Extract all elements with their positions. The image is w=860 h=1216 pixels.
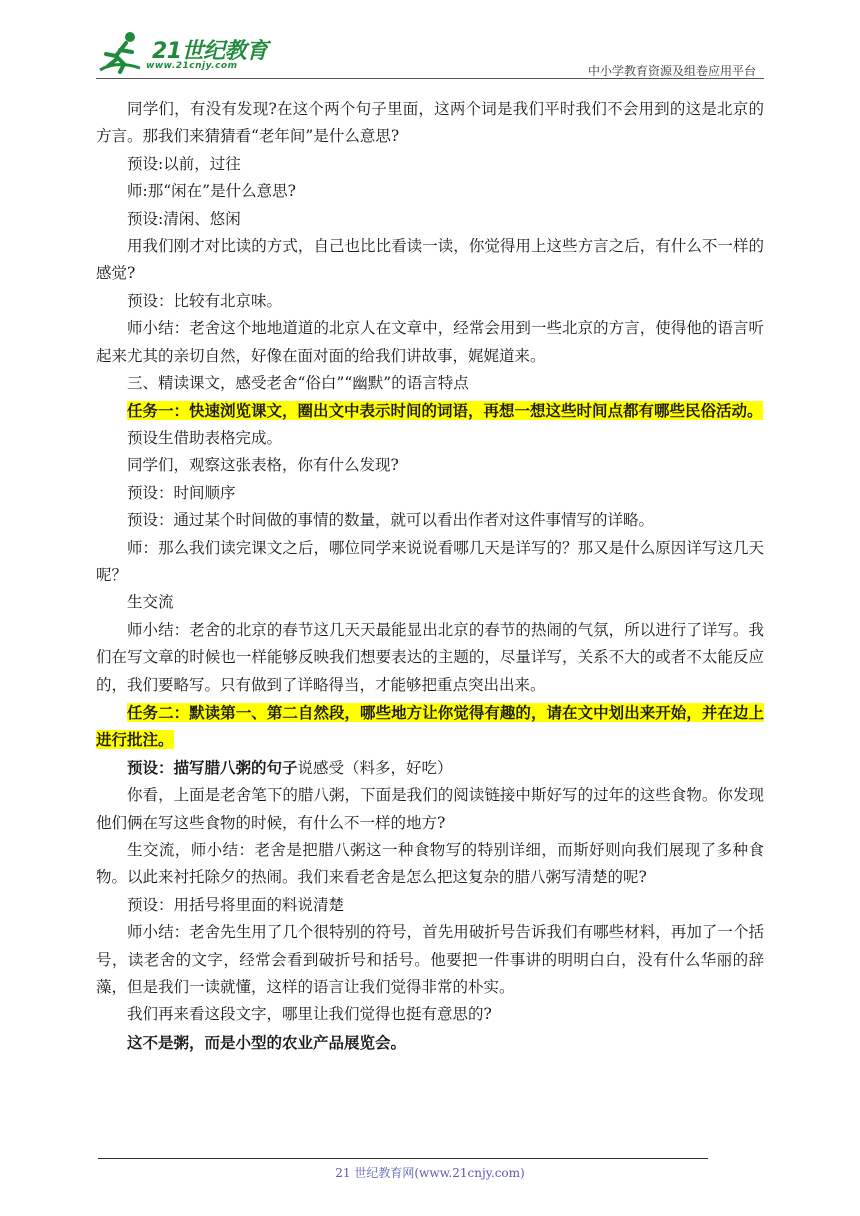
preset-normal-part: 说感受（料多，好吃） xyxy=(297,758,453,777)
paragraph: 师：那么我们读完课文之后，哪位同学来说说看哪几天是详写的？那又是什么原因详写这几天呢？ xyxy=(96,538,764,584)
bold-quote: 这不是粥，而是小型的农业产品展览会。 xyxy=(127,1032,407,1052)
section-heading: 三、精读课文，感受老舍“俗白”“幽默”的语言特点 xyxy=(127,374,469,393)
logo-url: www.21cnjy.com xyxy=(146,61,238,71)
paragraph: 预设:以前，过往 xyxy=(127,154,241,173)
paragraph: 预设:清闲、悠闲 xyxy=(127,209,241,228)
document-body xyxy=(96,96,764,1056)
paragraph: 生交流 xyxy=(127,593,174,612)
task-one xyxy=(96,397,764,424)
paragraph: 预设：通过某个时间做的事情的数量，就可以看出作者对这件事情写的详略。 xyxy=(127,511,655,530)
site-logo[interactable] xyxy=(96,28,286,76)
paragraph: 用我们刚才对比读的方式，自己也比比看读一读，你觉得用上这些方言之后，有什么不一样的感觉? xyxy=(96,237,764,283)
task-two-highlight: 任务二：默读第一、第二自然段，哪些地方让你觉得有趣的，请在文中划出来开始，并在边上进行批注。 xyxy=(96,702,764,750)
paragraph: 师小结：老舍先生用了几个很特别的符号，首先用破折号告诉我们有哪些材料，再加了一个括号，读老舍的文字，经常会看到破折号和括号。他要把一件事讲的明明白白，没有什么华丽的辞藻，但是我们一读就懂，这样的语言让我们觉得非常的朴实。 xyxy=(96,923,764,996)
paragraph: 你看，上面是老舍笔下的腊八粥，下面是我们的阅读链接中斯好写的过年的这些食物。你发现他们俩在写这些食物的时候，有什么不一样的地方? xyxy=(96,786,764,832)
paragraph: 同学们，有没有发现?在这个两个句子里面，这两个词是我们平时我们不会用到的这是北京的方言。那我们来猜猜看“老年间”是什么意思? xyxy=(96,100,764,146)
paragraph: 师小结：老舍这个地地道道的北京人在文章中，经常会用到一些北京的方言，使得他的语言听起来尤其的亲切自然，好像在面对面的给我们讲故事，娓娓道来。 xyxy=(96,319,764,365)
paragraph: 预设：用括号将里面的料说清楚 xyxy=(127,895,345,914)
logo-text: 21世纪教育 xyxy=(152,39,268,64)
header-divider xyxy=(96,78,764,79)
paragraph: 预设：比较有北京味。 xyxy=(127,291,283,310)
paragraph: 预设生借助表格完成。 xyxy=(127,428,283,447)
paragraph: 预设：时间顺序 xyxy=(127,483,236,502)
preset-paragraph xyxy=(96,754,764,782)
paragraph: 师:那“闲在”是什么意思? xyxy=(127,182,296,201)
paragraph: 同学们，观察这张表格，你有什么发现? xyxy=(127,456,399,475)
task-one-highlight: 任务一：快速浏览课文，圈出文中表示时间的词语，再想一想这些时间点都有哪些民俗活动。 xyxy=(127,401,763,421)
paragraph: 我们再来看这段文字，哪里让我们觉得也挺有意思的? xyxy=(127,1005,492,1024)
header-platform-name: 中小学教育资源及组卷应用平台 xyxy=(587,64,756,78)
page-footer[interactable]: 21 世纪教育网(www.21cnjy.com) xyxy=(335,1166,525,1180)
task-two xyxy=(96,699,764,754)
footer-divider xyxy=(98,1158,708,1159)
preset-bold-part: 预设：描写腊八粥的句子 xyxy=(127,757,298,777)
paragraph: 师小结：老舍的北京的春节这几天天最能显出北京的春节的热闹的气氛，所以进行了详写。我们在写文章的时候也一样能够反映我们想要表达的主题的，尽量详写，关系不大的或者不太能反应的，我们要略写。只有做到了详略得当，才能够把重点突出出来。 xyxy=(96,620,764,694)
paragraph: 生交流，师小结：老舍是把腊八粥这一种食物写的特别详细，而斯妤则向我们展现了多种食物。以此来衬托除夕的热闹。我们来看老舍是怎么把这复杂的腊八粥写清楚的呢? xyxy=(96,840,764,887)
page-header xyxy=(96,28,764,80)
